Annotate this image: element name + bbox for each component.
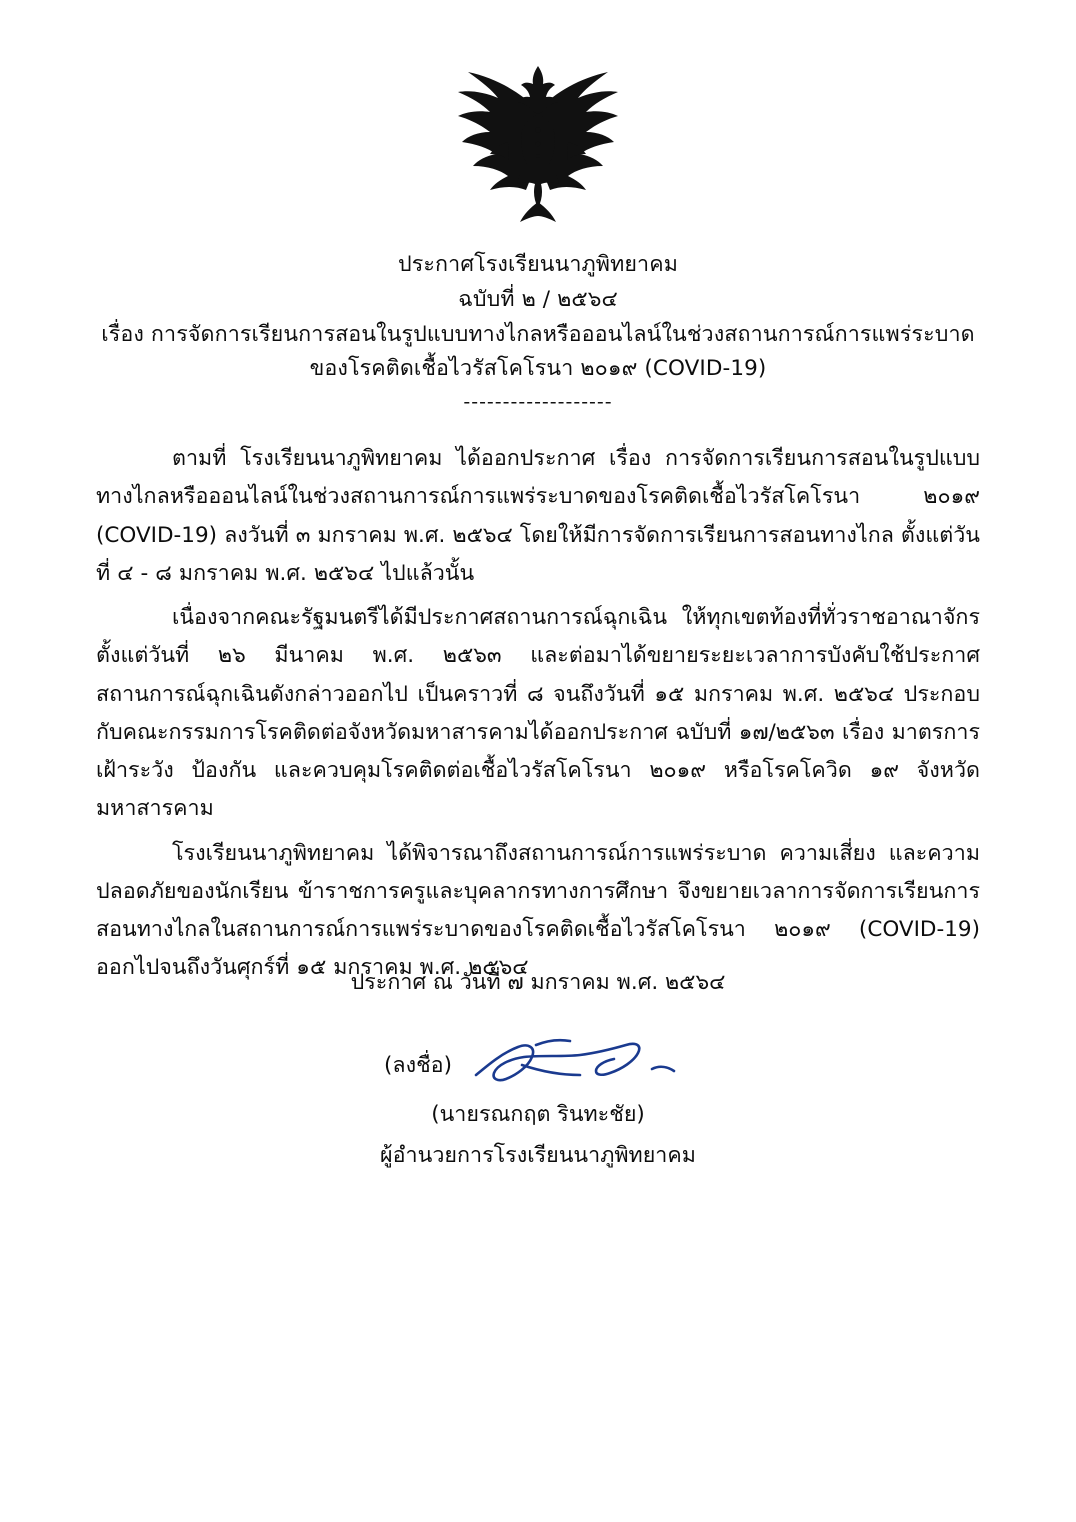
document-body	[96, 440, 980, 994]
paragraph-2: เนื่องจากคณะรัฐมนตรีได้มีประกาศสถานการณ์ฉุกเฉิน ให้ทุกเขตท้องที่ทั่วราชอาณาจักร ตั้งแต่วันที่ ๒๖ มีนาคม พ.ศ. ๒๕๖๓ และต่อมาได้ขยายระยะเวลาการบังคับใช้ประกาศสถานการณ์ฉุกเฉินดังกล่าวออกไป เป็นคราวที่ ๘ จนถึงวันที่ ๑๕ มกราคม พ.ศ. ๒๕๖๔ ประกอบกับคณะกรรมการโรคติดต่อจังหวัดมหาสารคามได้ออกประกาศ ฉบับที่ ๑๗/๒๕๖๓ เรื่อง มาตรการเฝ้าระวัง ป้องกัน และควบคุมโรคติดต่อเชื้อไวรัสโคโรนา ๒๐๑๙ หรือโรคโควิด ๑๙ จังหวัดมหาสารคาม	[96, 605, 980, 822]
header-line-subject: เรื่อง การจัดการเรียนการสอนในรูปแบบทางไกลหรือออนไลน์ในช่วงสถานการณ์การแพร่ระบาด	[101, 321, 975, 347]
header-line-organization: ประกาศโรงเรียนนาภูพิทยาคม	[398, 252, 678, 277]
signer-role: ผู้อำนวยการโรงเรียนนาภูพิทยาคม	[380, 1142, 696, 1168]
announcement-date: ประกาศ ณ วันที่ ๗ มกราคม พ.ศ. ๒๕๖๔	[350, 970, 726, 995]
header-divider: -------------------	[463, 391, 613, 414]
header-line-subject-cont: ของโรคติดเชื้อไวรัสโคโรนา ๒๐๑๙ (COVID-19)	[309, 356, 767, 382]
signature-block	[0, 1035, 1076, 1177]
thai-garuda-emblem	[438, 52, 638, 234]
signature-mark	[462, 1035, 692, 1093]
paragraph-1: ตามที่ โรงเรียนนาภูพิทยาคม ได้ออกประกาศ เรื่อง การจัดการเรียนการสอนในรูปแบบทางไกลหรือออนไลน์ในช่วงสถานการณ์การแพร่ระบาดของโรคติดเชื้อไวรัสโคโรนา ๒๐๑๙ (COVID-19) ลงวันที่ ๓ มกราคม พ.ศ. ๒๕๖๔ โดยให้มีการจัดการเรียนการสอนทางไกล ตั้งแต่วันที่ ๔ - ๘ มกราคม พ.ศ. ๒๕๖๔ ไปแล้วนั้น	[96, 446, 980, 586]
signer-name: (นายรณกฤต รินทะชัย)	[431, 1102, 645, 1127]
paragraph-3: โรงเรียนนาภูพิทยาคม ได้พิจารณาถึงสถานการณ์การแพร่ระบาด ความเสี่ยง และความปลอดภัยของนักเรียน ข้าราชการครูและบุคลากรทางการศึกษา จึงขยายเวลาการจัดการเรียนการสอนทางไกลในสถานการณ์การแพร่ระบาดของโรคติดเชื้อไวรัสโคโรนา ๒๐๑๙ (COVID-19) ออกไปจนถึงวันศุกร์ที่ ๑๕ มกราคม พ.ศ. ๒๕๖๔	[96, 840, 980, 981]
signature-label: (ลงชื่อ)	[384, 1053, 452, 1079]
header-line-issue-number: ฉบับที่ ๒ / ๒๕๖๔	[458, 286, 618, 312]
emblem-container	[0, 52, 1076, 234]
document-header	[0, 248, 1076, 418]
